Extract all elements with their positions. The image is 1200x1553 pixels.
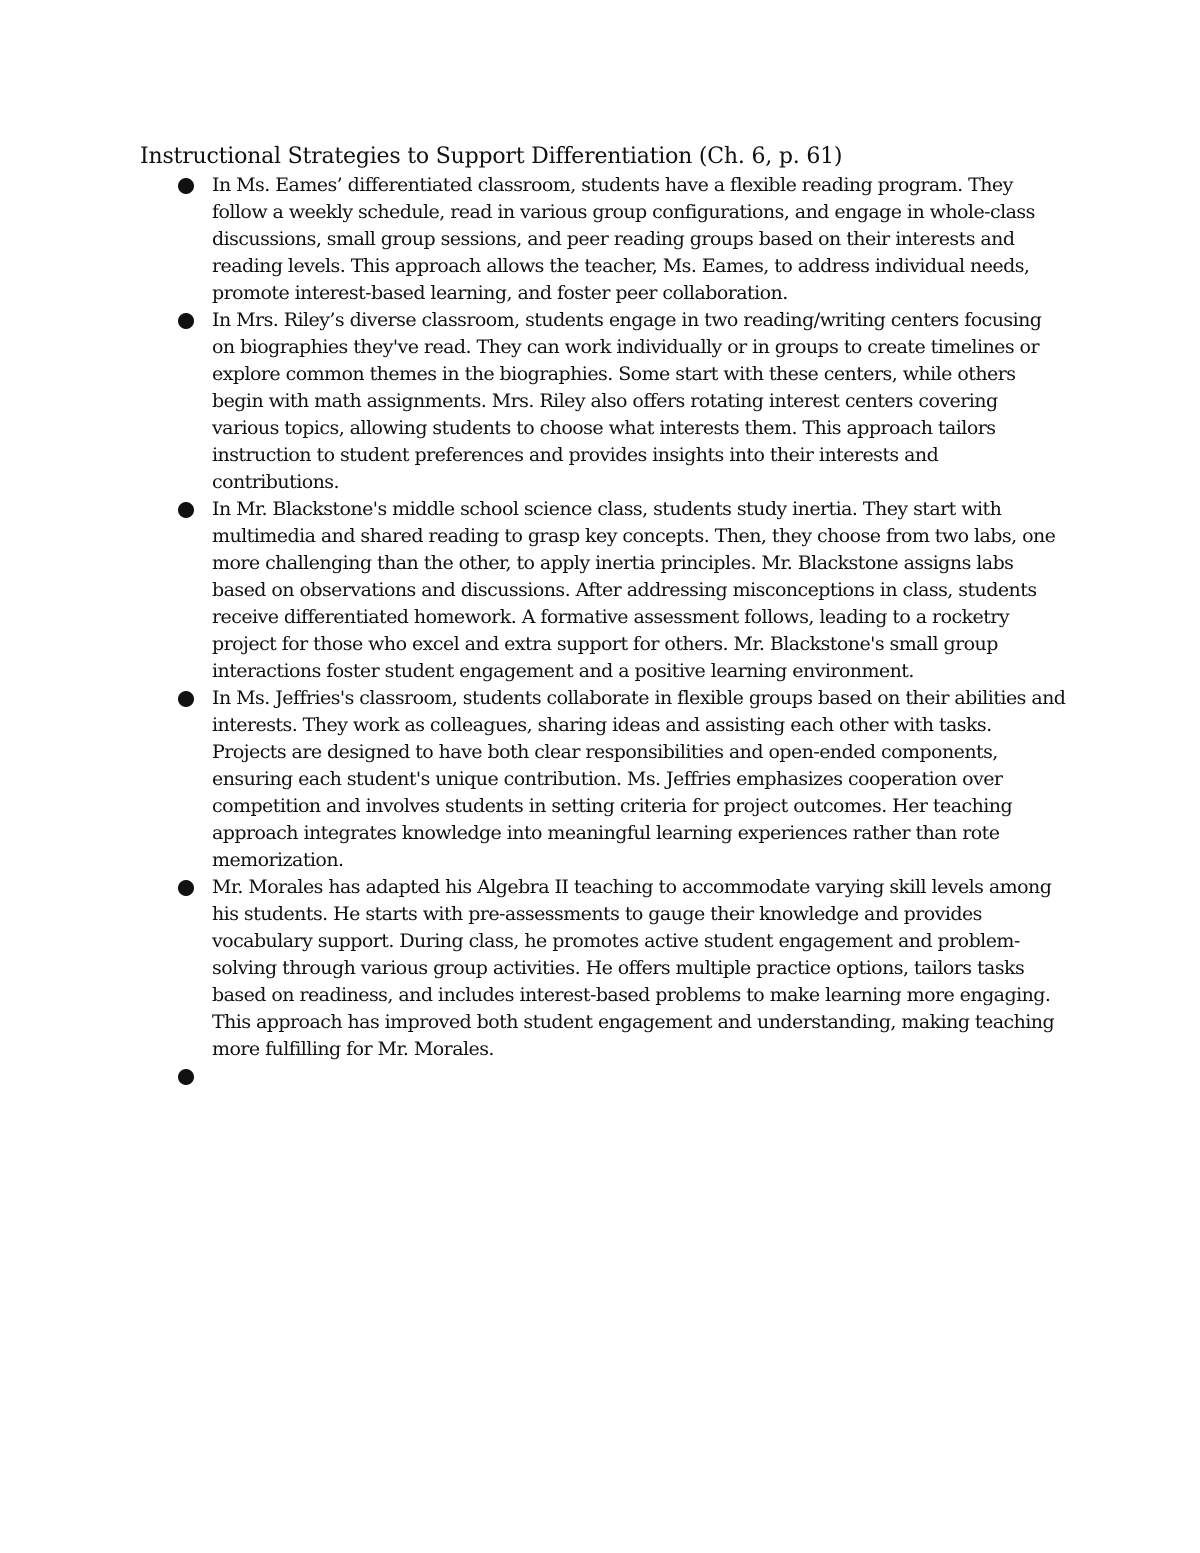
bullet-item-jeffries: [0, 685, 1067, 874]
bullet-list: [0, 172, 1200, 1090]
bullet-dot-icon: [178, 880, 194, 896]
bullet-item-riley: [0, 307, 1067, 496]
bullet-dot-icon: [178, 313, 194, 329]
bullet-text: In Mrs. Riley’s diverse classroom, students engage in two reading/writing centers focusing on biographies they've read. They can work individually or in groups to create timelines or explore common themes in the biographies. Some start with these centers, while others begin with math assignments. Mrs. Riley also offers rotating interest centers covering various topics, allowing students to choose what interests them. This approach tailors instruction to student preferences and provides insights into their interests and contributions.: [212, 309, 1042, 493]
bullet-dot-icon: [178, 502, 194, 518]
document-title: Instructional Strategies to Support Differentiation (Ch. 6, p. 61): [140, 144, 843, 169]
bullet-item-blackstone: [0, 496, 1067, 685]
bullet-item-morales: [0, 874, 1067, 1063]
bullet-dot-icon: [178, 691, 194, 707]
bullet-text: Mr. Morales has adapted his Algebra II teaching to accommodate varying skill levels among his students. He starts with pre-assessments to gauge their knowledge and provides vocabulary support. During class, he promotes active student engagement and problem-solving through various group activities. He offers multiple practice options, tailors tasks based on readiness, and includes interest-based problems to make learning more engaging. This approach has improved both student engagement and understanding, making teaching more fulfilling for Mr. Morales.: [212, 876, 1055, 1060]
bullet-dot-icon: [178, 178, 194, 194]
bullet-dot-icon: [178, 1069, 194, 1085]
bullet-text: [212, 1063, 1067, 1090]
bullet-text: In Ms. Eames’ differentiated classroom, students have a flexible reading program. They follow a weekly schedule, read in various group configurations, and engage in whole-class discussions, small group sessions, and peer reading groups based on their interests and reading levels. This approach allows the teacher, Ms. Eames, to address individual needs, promote interest-based learning, and foster peer collaboration.: [212, 174, 1035, 304]
bullet-text: In Ms. Jeffries's classroom, students collaborate in flexible groups based on their abilities and interests. They work as colleagues, sharing ideas and assisting each other with tasks. Projects are designed to have both clear responsibilities and open-ended components, ensuring each student's unique contribution. Ms. Jeffries emphasizes cooperation over competition and involves students in setting criteria for project outcomes. Her teaching approach integrates knowledge into meaningful learning experiences rather than rote memorization.: [212, 687, 1066, 871]
bullet-item-empty: [0, 1063, 1067, 1090]
bullet-item-eames: [0, 172, 1067, 307]
bullet-text: In Mr. Blackstone's middle school science class, students study inertia. They start with multimedia and shared reading to grasp key concepts. Then, they choose from two labs, one more challenging than the other, to apply inertia principles. Mr. Blackstone assigns labs based on observations and discussions. After addressing misconceptions in class, students receive differentiated homework. A formative assessment follows, leading to a rocketry project for those who excel and extra support for others. Mr. Blackstone's small group interactions foster student engagement and a positive learning environment.: [212, 498, 1056, 682]
